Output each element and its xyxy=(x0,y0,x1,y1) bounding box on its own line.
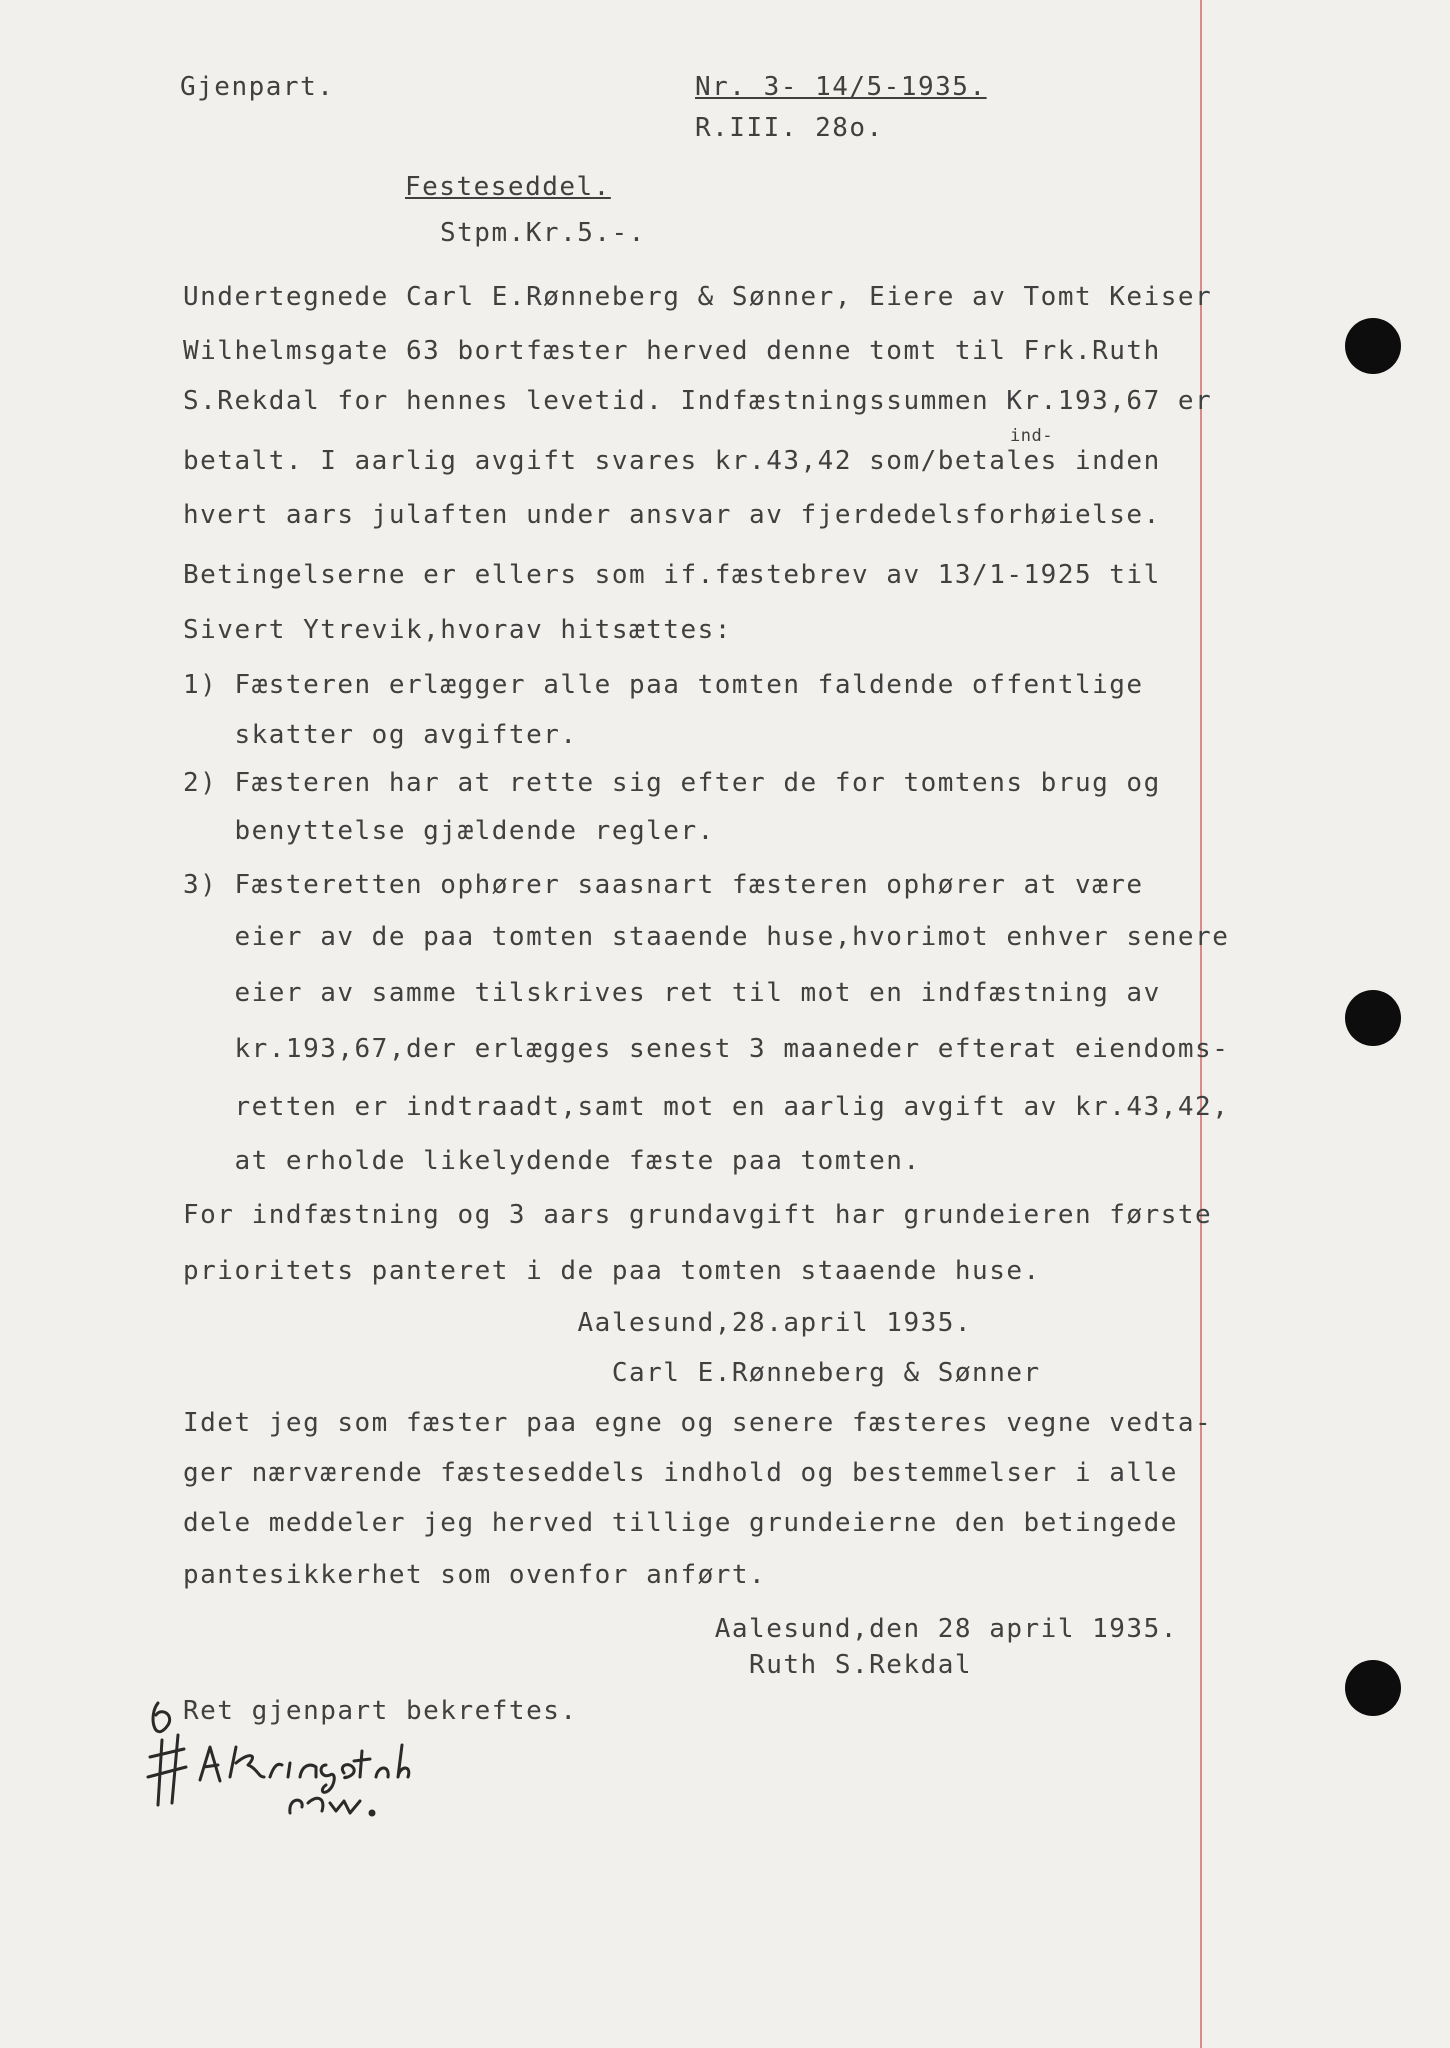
list-item: kr.193,67,der erlægges senest 3 maaneder efterat eiendoms- xyxy=(183,1034,1230,1064)
stamp-duty: Stpm.Kr.5.-. xyxy=(440,218,646,248)
lessor-name: Carl E.Rønneberg & Sønner xyxy=(183,1358,1041,1388)
body-line: Sivert Ytrevik,hvorav hitsættes: xyxy=(183,615,732,645)
body-line: hvert aars julaften under ansvar av fjerdedelsforhøielse. xyxy=(183,500,1161,530)
register-reference: R.III. 28o. xyxy=(695,113,884,143)
document-title: Festeseddel. xyxy=(405,172,611,202)
list-item: skatter og avgifter. xyxy=(183,720,578,750)
list-item: 1) Fæsteren erlægger alle paa tomten faldende offentlige xyxy=(183,670,1144,700)
body-line: Idet jeg som fæster paa egne og senere fæsteres vegne vedta- xyxy=(183,1408,1213,1438)
certification-line: Ret gjenpart bekreftes. xyxy=(183,1696,578,1726)
list-item: eier av de paa tomten staaende huse,hvorimot enhver senere xyxy=(183,922,1230,952)
handwritten-signature xyxy=(140,1685,480,1825)
punch-hole xyxy=(1345,1660,1401,1716)
body-line: Betingelserne er ellers som if.fæstebrev av 13/1-1925 til xyxy=(183,560,1161,590)
body-line: S.Rekdal for hennes levetid. Indfæstningssummen Kr.193,67 er xyxy=(183,386,1213,416)
body-line: Wilhelmsgate 63 bortfæster herved denne tomt til Frk.Ruth xyxy=(183,336,1161,366)
list-item: benyttelse gjældende regler. xyxy=(183,816,715,846)
list-item: 3) Fæsteretten ophører saasnart fæsteren ophører at være xyxy=(183,870,1144,900)
copy-label: Gjenpart. xyxy=(180,72,335,102)
body-line: pantesikkerhet som ovenfor anført. xyxy=(183,1560,767,1590)
list-item: eier av samme tilskrives ret til mot en indfæstning av xyxy=(183,978,1161,1008)
lessee-name: Ruth S.Rekdal xyxy=(183,1650,973,1680)
interlinear-note: ind- xyxy=(1010,426,1053,446)
body-line: dele meddeler jeg herved tillige grundeierne den betingede xyxy=(183,1508,1178,1538)
list-item: at erholde likelydende fæste paa tomten. xyxy=(183,1146,921,1176)
body-line: Undertegnede Carl E.Rønneberg & Sønner, Eiere av Tomt Keiser xyxy=(183,282,1213,312)
body-line: ger nærværende fæsteseddels indhold og bestemmelser i alle xyxy=(183,1458,1178,1488)
list-item: retten er indtraadt,samt mot en aarlig avgift av kr.43,42, xyxy=(183,1092,1230,1122)
place-date: Aalesund,den 28 april 1935. xyxy=(183,1614,1178,1644)
document-number: Nr. 3- 14/5-1935. xyxy=(695,72,987,102)
place-date: Aalesund,28.april 1935. xyxy=(183,1308,973,1338)
list-item: 2) Fæsteren har at rette sig efter de for tomtens brug og xyxy=(183,768,1161,798)
punch-hole xyxy=(1345,990,1401,1046)
punch-hole xyxy=(1345,318,1401,374)
body-line: For indfæstning og 3 aars grundavgift har grundeieren første xyxy=(183,1200,1213,1230)
body-line: betalt. I aarlig avgift svares kr.43,42 som/betales inden xyxy=(183,446,1161,476)
body-line: prioritets panteret i de paa tomten staaende huse. xyxy=(183,1256,1041,1286)
